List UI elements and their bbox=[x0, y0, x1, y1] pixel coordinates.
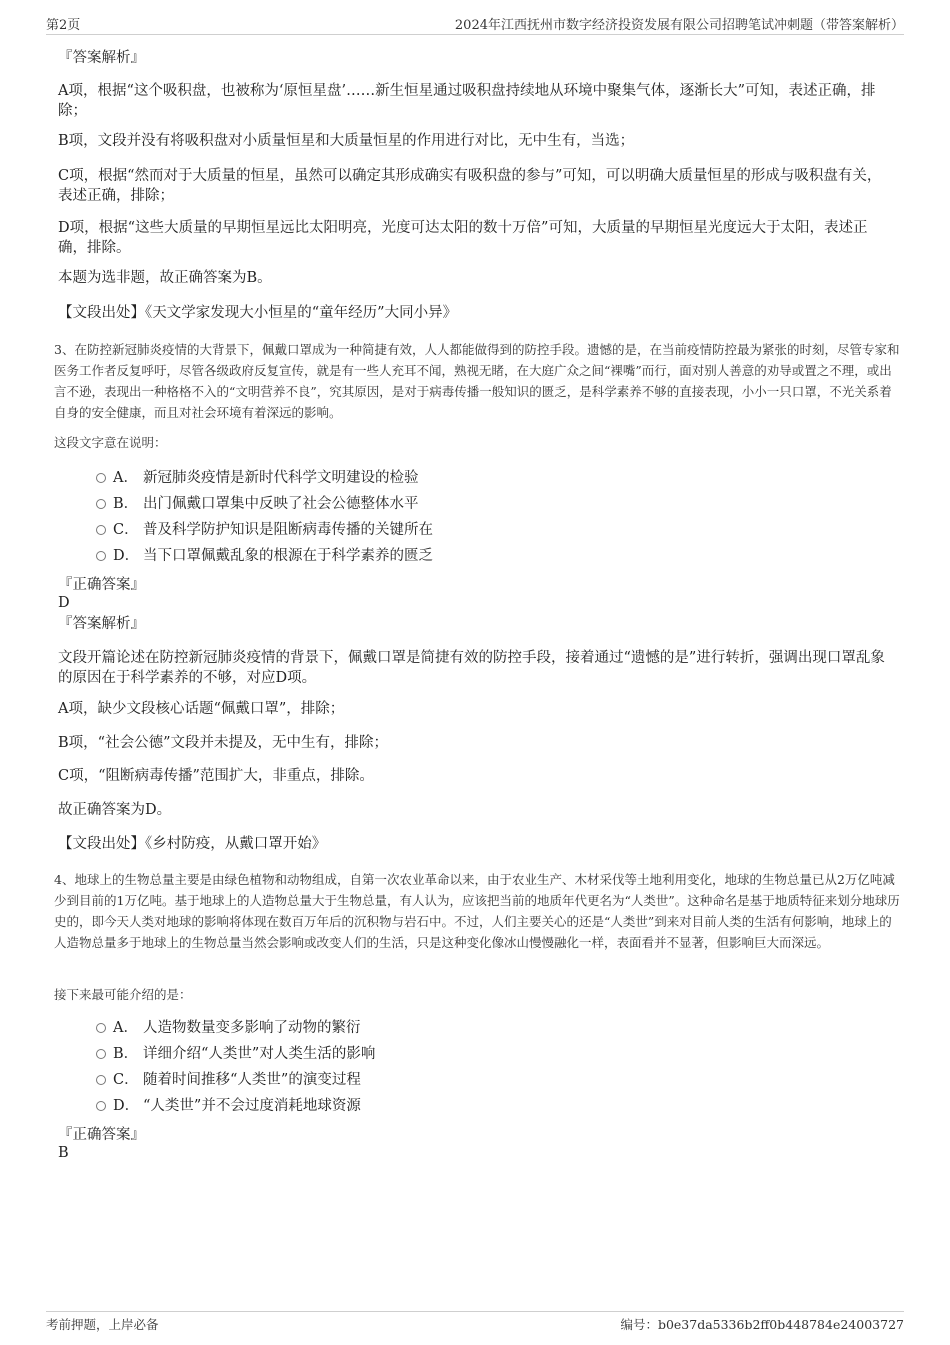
option-key: C． bbox=[113, 1072, 139, 1088]
option-text: 人造物数量变多影响了动物的繁衍 bbox=[143, 1020, 361, 1036]
q4-option-a[interactable] bbox=[96, 1018, 361, 1038]
page-header bbox=[46, 14, 904, 35]
q3-answer-heading: 『正确答案』 bbox=[58, 577, 145, 593]
q3-analysis-c: C项，“阻断病毒传播”范围扩大，非重点，排除。 bbox=[58, 768, 374, 784]
q3-option-a[interactable] bbox=[96, 468, 419, 488]
radio-icon[interactable] bbox=[96, 1101, 106, 1111]
q2-analysis-a: A项，根据“这个吸积盘，也被称为‘原恒星盘’……新生恒星通过吸积盘持续地从环境中聚集气体，逐渐长大”可知，表述正确，排除； bbox=[58, 83, 876, 119]
document-id: 编号：b0e37da5336b2ff0b448784e24003727 bbox=[620, 1317, 904, 1332]
page-number: 第2页 bbox=[46, 18, 81, 33]
radio-icon[interactable] bbox=[96, 1023, 106, 1033]
option-text: 详细介绍“人类世”对人类生活的影响 bbox=[143, 1046, 376, 1062]
q3-analysis: 文段开篇论述在防控新冠肺炎疫情的背景下，佩戴口罩是简捷有效的防控手段，接着通过“遗憾的是”进行转折，强调出现口罩乱象的原因在于科学素养的不够，对应D项。 bbox=[58, 650, 885, 686]
q3-option-c[interactable] bbox=[96, 520, 433, 540]
option-key: D． bbox=[113, 1098, 140, 1114]
q2-analysis-heading: 『答案解析』 bbox=[58, 50, 145, 66]
radio-icon[interactable] bbox=[96, 525, 106, 535]
q3-prompt: 这段文字意在说明： bbox=[54, 435, 167, 450]
radio-icon[interactable] bbox=[96, 499, 106, 509]
q4-option-c[interactable] bbox=[96, 1070, 361, 1090]
q2-analysis-b: B项，文段并没有将吸积盘对小质量恒星和大质量恒星的作用进行对比，无中生有，当选； bbox=[58, 133, 635, 149]
q3-analysis-b: B项，“社会公德”文段并未提及，无中生有，排除； bbox=[58, 735, 388, 751]
q4-answer: B bbox=[58, 1145, 69, 1161]
q4-option-d[interactable] bbox=[96, 1096, 361, 1116]
q2-analysis-d: D项，根据“这些大质量的早期恒星远比太阳明亮，光度可达太阳的数十万倍”可知，大质量的早期恒星光度远大于太阳，表述正确，排除。 bbox=[58, 220, 868, 256]
option-text: 随着时间推移“人类世”的演变过程 bbox=[143, 1072, 361, 1088]
option-key: B． bbox=[113, 496, 139, 512]
option-text: 新冠肺炎疫情是新时代科学文明建设的检验 bbox=[143, 470, 419, 486]
option-key: A． bbox=[113, 1020, 138, 1036]
q3-analysis-a: A项，缺少文段核心话题“佩戴口罩”，排除； bbox=[58, 701, 345, 717]
option-text: “人类世”并不会过度消耗地球资源 bbox=[143, 1098, 361, 1114]
q3-analysis-heading: 『答案解析』 bbox=[58, 616, 145, 632]
footer-slogan: 考前押题，上岸必备 bbox=[46, 1317, 159, 1332]
radio-icon[interactable] bbox=[96, 551, 106, 561]
q2-conclusion: 本题为选非题，故正确答案为B。 bbox=[58, 270, 272, 286]
q3-answer: D bbox=[58, 595, 70, 611]
q2-source: 【文段出处】《天文学家发现大小恒星的“童年经历”大同小异》 bbox=[58, 305, 458, 321]
q4-answer-heading: 『正确答案』 bbox=[58, 1127, 145, 1143]
q3-option-b[interactable] bbox=[96, 494, 419, 514]
q3-conclusion: 故正确答案为D。 bbox=[58, 802, 172, 818]
option-key: A． bbox=[113, 470, 138, 486]
radio-icon[interactable] bbox=[96, 1075, 106, 1085]
radio-icon[interactable] bbox=[96, 473, 106, 483]
option-key: C． bbox=[113, 522, 139, 538]
q3-passage: 3、在防控新冠肺炎疫情的大背景下，佩戴口罩成为一种简捷有效，人人都能做得到的防控手段。遗憾的是，在当前疫情防控最为紧张的时刻，尽管专家和医务工作者反复呼吁，尽管各级政府反复宣传，就是有一些人充耳不闻，熟视无睹，在大庭广众之间“裸嘴”而行，面对别人善意的劝导或置之不理，或出言不逊，表现出一种格格不入的“文明营养不良”，究其原因，是对于病毒传播一般知识的匮乏，是科学素养不够的直接表现，小小一只口罩，不光关系着自身的安全健康，而且对社会环境有着深远的影响。 bbox=[54, 342, 900, 420]
radio-icon[interactable] bbox=[96, 1049, 106, 1059]
q4-option-b[interactable] bbox=[96, 1044, 375, 1064]
q4-prompt: 接下来最可能介绍的是： bbox=[54, 987, 192, 1002]
q4-passage: 4、地球上的生物总量主要是由绿色植物和动物组成，自第一次农业革命以来，由于农业生产、木材采伐等土地利用变化，地球的生物总量已从2万亿吨减少到目前的1万亿吨。基于地球上的人造物总量大于生物总量，有人认为，应该把当前的地质年代更名为“人类世”。这种命名是基于地质特征来划分地球历史的，即今天人类对地球的影响将体现在数百万年后的沉积物与岩石中。不过，人们主要关心的还是“人类世”到来对目前人类的生活有何影响，地球上的人造物总量多于地球上的生物总量当然会影响或改变人们的生活，只是这种变化像冰山慢慢融化一样，表面看并不显著，但影响巨大而深远。 bbox=[54, 872, 900, 950]
option-key: B． bbox=[113, 1046, 139, 1062]
option-text: 普及科学防护知识是阻断病毒传播的关键所在 bbox=[143, 522, 433, 538]
option-text: 出门佩戴口罩集中反映了社会公德整体水平 bbox=[143, 496, 419, 512]
document-title: 2024年江西抚州市数字经济投资发展有限公司招聘笔试冲刺题（带答案解析） bbox=[454, 18, 904, 33]
q3-option-d[interactable] bbox=[96, 546, 433, 566]
q3-source: 【文段出处】《乡村防疫，从戴口罩开始》 bbox=[58, 836, 327, 852]
option-key: D． bbox=[113, 548, 140, 564]
q2-analysis-c: C项，根据“然而对于大质量的恒星，虽然可以确定其形成确实有吸积盘的参与”可知，可以明确大质量恒星的形成与吸积盘有关，表述正确，排除； bbox=[58, 168, 882, 204]
page-footer bbox=[46, 1311, 904, 1336]
option-text: 当下口罩佩戴乱象的根源在于科学素养的匮乏 bbox=[143, 548, 433, 564]
